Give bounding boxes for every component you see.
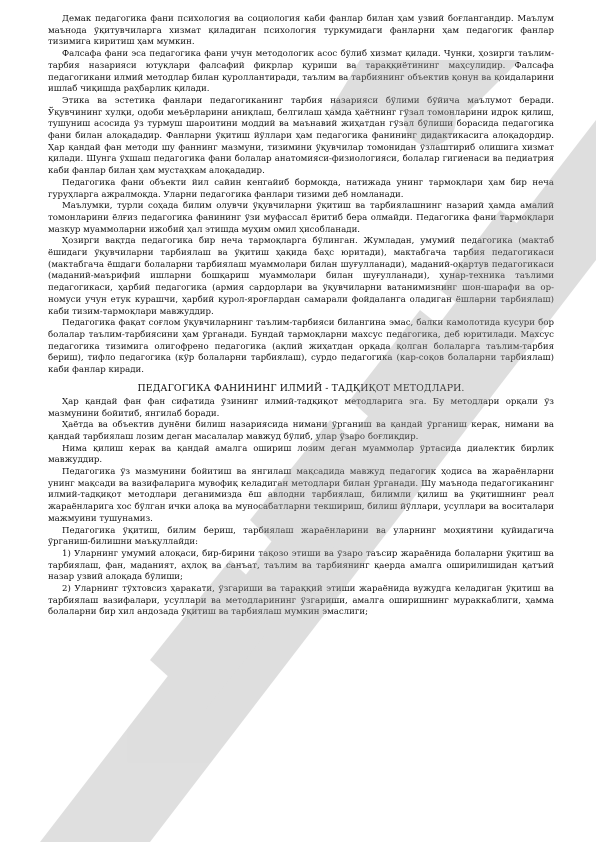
paragraph: Нима қилиш керак ва қандай амалга ошириш лозим деган муаммолар ўртасида диалектик бирлик мавжуддир. [48, 443, 554, 466]
paragraph: Ҳар қандай фан фан сифатида ўзининг илмий-тадқиқот методларига эга. Бу методлари орқали ўз мазмунини бойитиб, янгилаб боради. [48, 396, 554, 419]
paragraph: Педагогика ўз мазмунини бойитиш ва янгилаш мақсадида мавжуд педагогик ҳодиса ва жараёнларни унинг мақсади ва вазифаларига мувофиқ келадиган методлари билан ўрганади. Шу маънода педагогиканинг илмий-тадқиқот методлари деганимизда ёш авлодни тарбиялаш, билимли қилиш ва ўқитишнинг реал жараёнларига хос бўлган ички алоқа ва муносабатларни текшириш, билиш йўллари, усуллари ва воситалари мажмуини тушунамиз. [48, 467, 554, 524]
paragraph: Педагогика фани объекти йил сайин кенгайиб бормоқда, натижада унинг тармоқлари ҳам бир неча гуруҳларга ажралмоқда. Уларни педагогика фанлари тизими деб номланади. [48, 177, 554, 200]
list-item: 2) Уларнинг тўхтовсиз ҳаракати, ўзгариши ва тараққий этиши жараёнида вужудга келадиган ўқитиш ва тарбиялаш вазифалари, усуллари ва методларининг ўзгариши, амалга оширишнинг мураккаблиги, ҳамма болаларни бир хил андозада ўқитиш ва тарбиялаш мумкин эмаслиги; [48, 584, 554, 618]
section-heading: ПЕДАГОГИКА ФАНИНИНГ ИЛМИЙ - ТАДҚИҚОТ МЕТОДЛАРИ. [137, 382, 465, 394]
list-item: 1) Уларнинг умумий алоқаси, бир-бирини тақозо этиши ва ўзаро таъсир жараёнида болаларни ўқитиш ва тарбиялаш, фан, маданият, аҳлоқ ва санъат, таълим ва тарбиянинг қаерда амалга оширилишидан қатъий назар узвий алоқада бўлиши; [48, 548, 554, 583]
paragraph: Педагогика фақат соғлом ўқувчиларнинг таълим-тарбияси билангина эмас, балки камолотида кусури бор болалар таълим-тарбиясини ҳам ўрганади. Бундай тармоқларни махсус педагогика, деб юритилади. Махсус педагогика тизимига олигофрено педагогика (ақлий жиҳатдан орқада қолган болаларга таълим-тарбия бериш), тифло педагогика (кўр болаларни тарбиялаш), сурдо педагогика (кар-соқов болаларни тарбиялаш) каби фанлар киради. [48, 318, 554, 376]
paragraph: Фалсафа фани эса педагогика фани учун методологик асос бўлиб хизмат қилади. Чунки, ҳозирги таълим-тарбия назарияси ютуқлари фалсафий фикрлар қуриши ва тараққиётининг маҳсулидир. Фалсафа педагогикани илмий методлар билан қуроллантиради, таълим ва тарбиянинг объектив қонун ва қоидаларини ишлаб чиқишда раҳбарлик қилади. [48, 49, 554, 95]
paragraph: Педагогика ўқитиш, билим бериш, тарбиялаш жараёнларини ва уларнинг моҳиятини қуйидагича ўрганиш-билишни маъқуллайди: [48, 525, 554, 548]
paragraph: Маълумки, турли соҳада билим олувчи ўқувчиларни ўқитиш ва тарбиялашнинг назарий ҳамда амалий томонларини ёлғиз педагогика фанининг ўзи муфассал ёритиб бера олмайди. Педагогика фани тармоқлари мазкур муаммоларни ижобий ҳал этишда муҳим омил ҳисобланади. [48, 201, 554, 235]
paragraph: Ҳозирги вақтда педагогика бир неча тармоқларга бўлинган. Жумладан, умумий педагогика (мактаб ёшидаги ўқувчиларни тарбиялаш ва ўқитиш ҳақида баҳс юритади), мактабгача тарбия педагогикаси (мактабгача ёшдаги болаларни тарбиялаш муаммолари билан шуғулланади), маданий-оқартув педагогикаси (маданий-маърифий ишларни бошқариш муаммолари билан шуғулланади), ҳунар-техника таълими педагогикаси, ҳарбий педагогика (армия сардорлари ва ўқувчиларни ватанимизнинг шон-шарафи ва ор-номуси учун етук курашчи, ҳарбий қурол-яроғлардан самарали фойдаланга оладиган ёшларни тарбиялаш) каби тизим-тармоқлари мавжуддир. [48, 236, 554, 317]
document-body [48, 14, 554, 619]
paragraph: Этика ва эстетика фанлари педагогиканинг тарбия назарияси бўлими бўйича маълумот беради. Ўқувчининг хулқи, одоби меъёрларини аниқлаш, белгилаш ҳамда ҳаётнинг гўзал томонларини идрок қилиш, тушуниш асосида ўз турмуш шароитини моддий ва маънавий жиҳатдан гўзал бўлиши борасида педагогика фани билан алоқададир. Фанларни ўқитиш йўллари ҳам педагогика фанининг дидактикасига алоқадордир. Ҳар қандай фан методи шу фаннинг мазмуни, тизимини ўқувчилар томонидан ўзлаштириб олишига хизмат қилади. Шунга ўхшаш педагогика фани болалар анатомияси-физиологияси, болалар гигиенаси ва педиатрия каби фанлар билан ҳам мустаҳкам алоқададир. [48, 95, 554, 177]
paragraph: Ҳаётда ва объектив дунёни билиш назариясида нимани ўрганиш ва қандай ўрганиш керак, нимани ва қандай тарбиялаш лозим деган масалалар мавжуд бўлиб, улар ўзаро боғлиқдир. [48, 420, 554, 442]
paragraph: Демак педагогика фани психология ва социология каби фанлар билан ҳам узвий боғлангандир. Маълум маънода ўқитувчиларга хизмат қиладиган психология туркумидаги фанларни ҳам педагогик фанлар тизимига киритиш ҳам мумкин. [48, 14, 554, 48]
